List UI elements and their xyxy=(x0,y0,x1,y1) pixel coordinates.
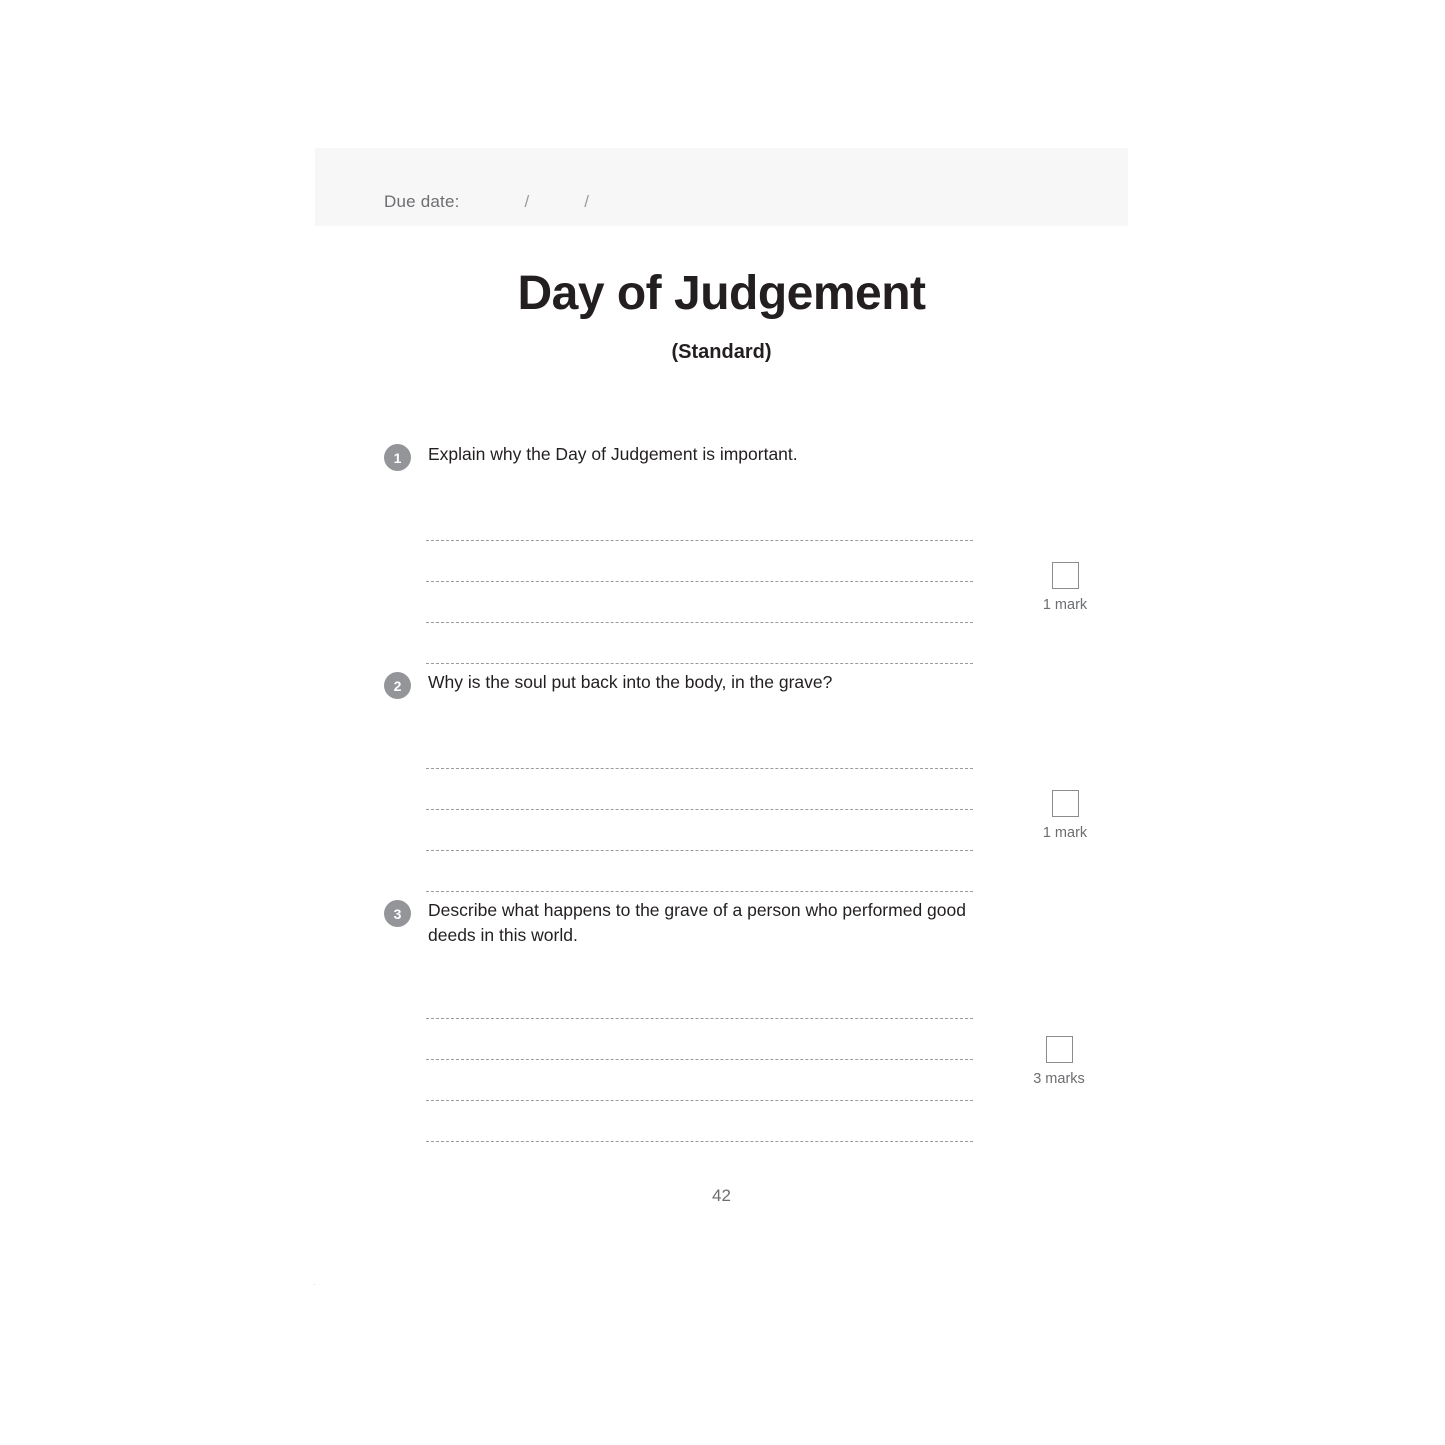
question-header xyxy=(315,898,1128,949)
answer-line[interactable] xyxy=(426,1019,973,1060)
answer-block xyxy=(315,728,1128,876)
question-item xyxy=(315,670,1128,876)
answer-lines[interactable] xyxy=(426,978,973,1142)
questions-list xyxy=(315,442,1128,1126)
answer-line[interactable] xyxy=(426,851,973,892)
question-text: Describe what happens to the grave of a person who performed good deeds in this world. xyxy=(428,900,966,946)
question-text: Explain why the Day of Judgement is important. xyxy=(428,444,798,464)
answer-line[interactable] xyxy=(426,978,973,1019)
answer-line[interactable] xyxy=(426,810,973,851)
marks-label: 1 mark xyxy=(1042,597,1088,613)
question-item xyxy=(315,898,1128,1126)
mark-checkbox[interactable] xyxy=(1052,790,1079,817)
answer-block xyxy=(315,500,1128,648)
answer-lines[interactable] xyxy=(426,500,973,664)
answer-lines[interactable] xyxy=(426,728,973,892)
mark-checkbox[interactable] xyxy=(1046,1036,1073,1063)
answer-line[interactable] xyxy=(426,623,973,664)
due-date-label: Due date: xyxy=(384,192,460,211)
page-title: Day of Judgement xyxy=(517,267,926,320)
marks-label: 1 mark xyxy=(1042,825,1088,841)
answer-line[interactable] xyxy=(426,500,973,541)
due-date-band xyxy=(315,148,1128,226)
answer-line[interactable] xyxy=(426,1101,973,1142)
answer-line[interactable] xyxy=(426,728,973,769)
answer-line[interactable] xyxy=(426,582,973,623)
answer-line[interactable] xyxy=(426,541,973,582)
marks-column xyxy=(1005,790,1125,841)
page-subtitle: (Standard) xyxy=(671,341,772,363)
answer-line[interactable] xyxy=(426,1060,973,1101)
marks-column xyxy=(1005,562,1125,613)
mark-checkbox[interactable] xyxy=(1052,562,1079,589)
question-header xyxy=(315,670,1128,699)
question-number-badge: 1 xyxy=(384,444,411,471)
answer-block xyxy=(315,978,1128,1126)
question-item xyxy=(315,442,1128,648)
question-number-badge: 3 xyxy=(384,900,411,927)
question-header xyxy=(315,442,1128,471)
marks-label: 3 marks xyxy=(1033,1070,1085,1087)
page-number: 42 xyxy=(712,1185,731,1205)
question-text: Why is the soul put back into the body, in the grave? xyxy=(428,672,833,692)
marks-column xyxy=(999,1036,1119,1087)
printers-mark: . xyxy=(313,1278,316,1287)
answer-line[interactable] xyxy=(426,769,973,810)
due-date-separator-1: / xyxy=(524,192,530,211)
worksheet-page xyxy=(315,148,1128,1206)
question-number-badge: 2 xyxy=(384,672,411,699)
due-date-separator-2: / xyxy=(584,192,589,211)
due-date-row xyxy=(384,192,589,212)
